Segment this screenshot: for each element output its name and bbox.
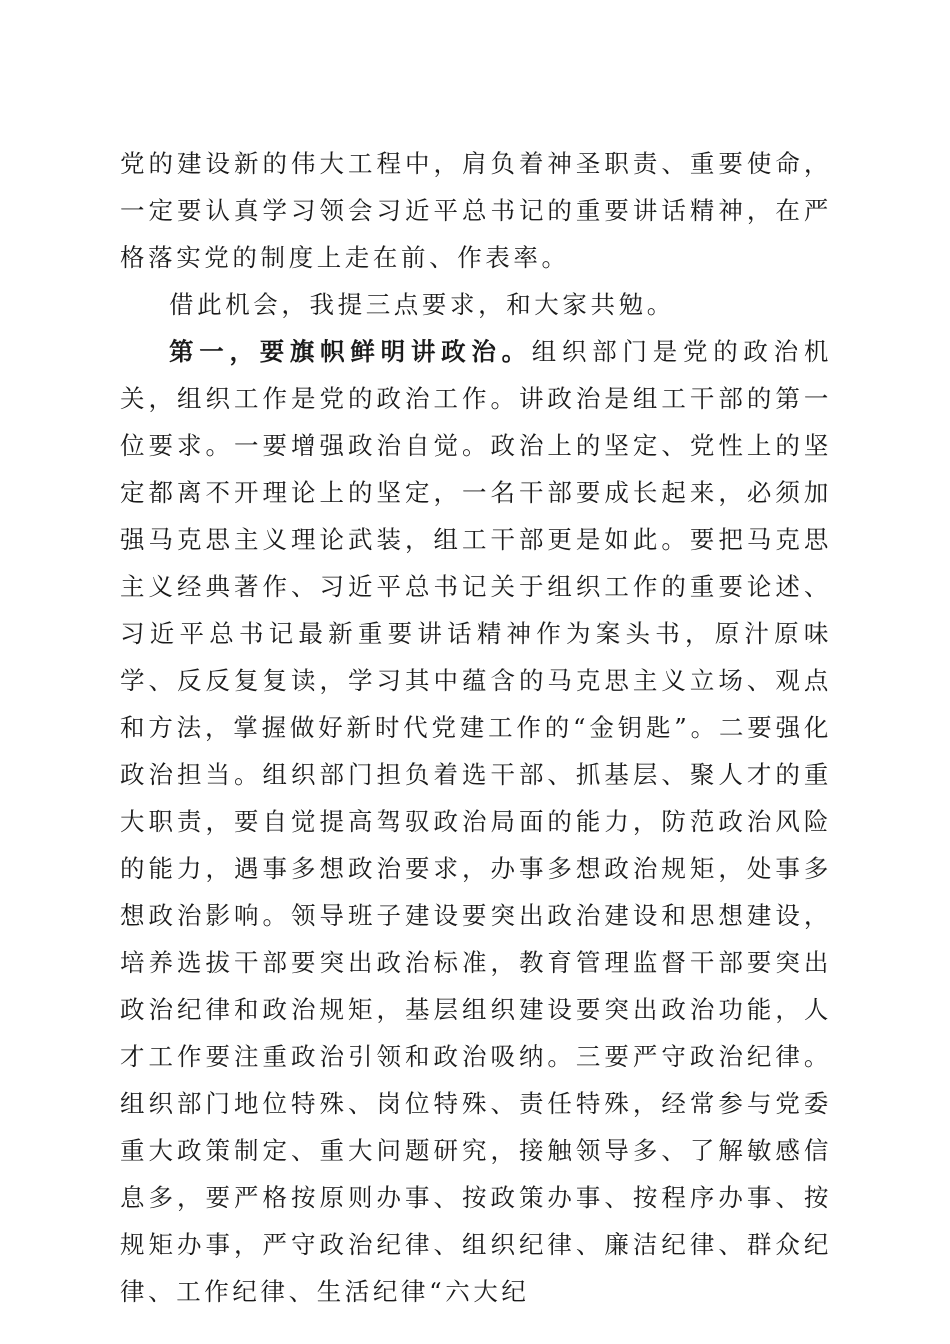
- paragraph-first-requirement: [120, 328, 832, 1315]
- paragraph-requirements-intro: 借此机会，我提三点要求，和大家共勉。: [169, 290, 675, 319]
- paragraph-heading: 第一，要旗帜鲜明讲政治。: [169, 337, 532, 366]
- document-body: [120, 140, 832, 1315]
- paragraph-body: 组织部门是党的政治机关，组织工作是党的政治工作。讲政治是组工干部的第一位要求。一要增强政治自觉。政治上的坚定、党性上的坚定都离不开理论上的坚定，一名干部要成长起来，必须加强马克思主义理论武装，组工干部更是如此。要把马克思主义经典著作、习近平总书记关于组织工作的重要论述、习近平总书记最新重要讲话精神作为案头书，原汁原味学、反反复复读，学习其中蕴含的马克思主义立场、观点和方法，掌握做好新时代党建工作的“金钥匙”。二要强化政治担当。组织部门担负着选干部、抓基层、聚人才的重大职责，要自觉提高驾驭政治局面的能力，防范政治风险的能力，遇事多想政治要求，办事多想政治规矩，处事多想政治影响。领导班子建设要突出政治建设和思想建设，培养选拔干部要突出政治标准，教育管理监督干部要突出政治纪律和政治规矩，基层组织建设要突出政治功能，人才工作要注重政治引领和政治吸纳。三要严守政治纪律。组织部门地位特殊、岗位特殊、责任特殊，经常参与党委重大政策制定、重大问题研究，接触领导多、了解敏感信息多，要严格按原则办事、按政策办事、按程序办事、按规矩办事，严守政治纪律、组织纪律、廉洁纪律、群众纪律、工作纪律、生活纪律“六大纪: [120, 337, 832, 1306]
- paragraph-continuation: 党的建设新的伟大工程中，肩负着神圣职责、重要使命，一定要认真学习领会习近平总书记的重要讲话精神，在严格落实党的制度上走在前、作表率。: [120, 149, 832, 272]
